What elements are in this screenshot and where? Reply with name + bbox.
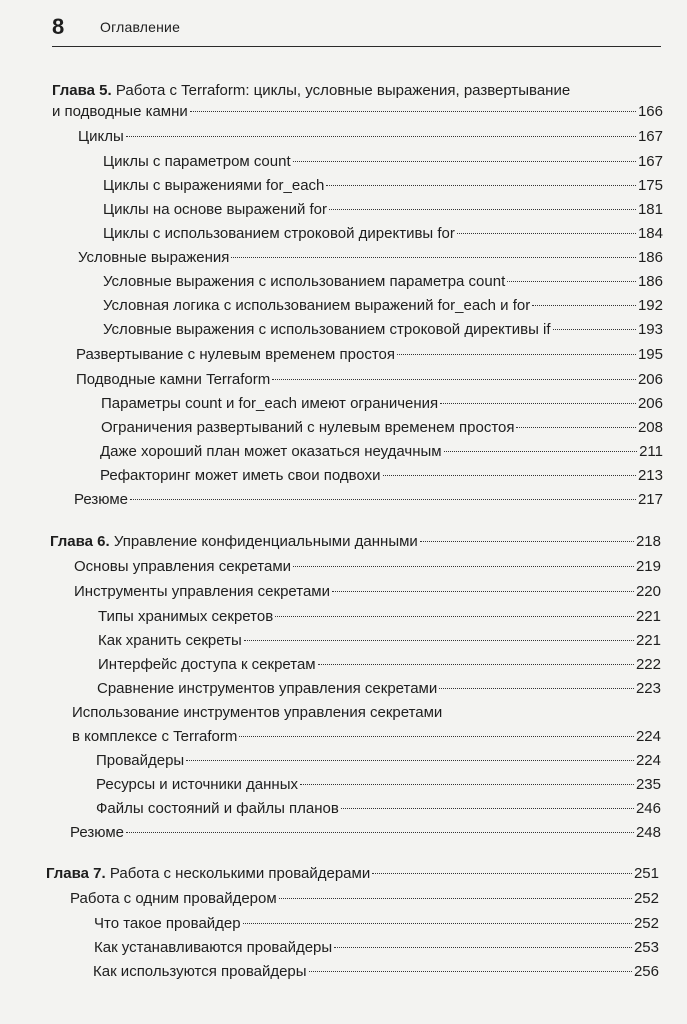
page-ref: 175 — [637, 177, 663, 194]
dot-leader — [293, 161, 636, 162]
page-ref: 223 — [635, 680, 661, 697]
entry-title: Циклы на основе выражений for — [103, 201, 328, 218]
page-header — [52, 10, 661, 50]
dot-leader — [383, 475, 636, 476]
dot-leader — [126, 136, 636, 137]
entry-title: Интерфейс доступа к секретам — [98, 656, 316, 673]
page-ref: 217 — [637, 491, 663, 508]
entry-title: Сравнение инструментов управления секретами — [97, 680, 438, 697]
toc-entry — [78, 246, 663, 270]
page-ref: 211 — [639, 443, 663, 460]
toc-subentry — [97, 677, 661, 701]
page-ref: 246 — [635, 800, 661, 817]
page-ref: 251 — [633, 865, 659, 882]
toc-subentry — [98, 605, 661, 629]
dot-leader — [272, 379, 636, 380]
toc-entry — [76, 368, 663, 392]
dot-leader — [126, 832, 634, 833]
chapter-title: Работа с несколькими провайдерами — [109, 865, 371, 882]
toc-entry — [70, 821, 661, 845]
entry-title: Подводные камни Terraform — [76, 371, 271, 388]
entry-title: Резюме — [70, 824, 124, 841]
toc-subentry — [100, 440, 663, 464]
toc-subentry — [103, 270, 663, 294]
page-ref: 221 — [635, 608, 661, 625]
dot-leader — [326, 185, 636, 186]
toc-entry — [72, 725, 661, 749]
page-ref: 218 — [635, 533, 661, 550]
dot-leader — [420, 541, 634, 542]
dot-leader — [532, 305, 636, 306]
entry-title: Условные выражения — [78, 249, 230, 266]
page-ref: 193 — [637, 321, 663, 338]
dot-leader — [239, 736, 634, 737]
page-ref: 167 — [637, 153, 663, 170]
header-rule — [52, 46, 661, 47]
dot-leader — [275, 616, 634, 617]
page-ref: 220 — [635, 583, 661, 600]
toc-subentry — [93, 960, 659, 984]
running-title: Оглавление — [100, 19, 181, 35]
entry-title: Резюме — [74, 491, 128, 508]
toc-chapter-line — [50, 530, 661, 554]
page-ref: 206 — [637, 395, 663, 412]
dot-leader — [186, 760, 634, 761]
dot-leader — [341, 808, 634, 809]
page-ref: 181 — [637, 201, 663, 218]
page-ref: 235 — [635, 776, 661, 793]
entry-title: Ресурсы и источники данных — [96, 776, 298, 793]
dot-leader — [444, 451, 637, 452]
entry-title: Как устанавливаются провайдеры — [94, 939, 333, 956]
entry-title: Провайдеры — [96, 752, 185, 769]
toc-entry — [78, 125, 663, 149]
toc-subentry — [103, 150, 663, 174]
page-ref: 222 — [635, 656, 661, 673]
toc-subentry — [103, 222, 663, 246]
chapter-heading — [50, 530, 418, 554]
entry-title: Циклы — [78, 128, 124, 145]
entry-title: Как хранить секреты — [98, 632, 242, 649]
dot-leader — [130, 499, 636, 500]
toc-entry — [76, 343, 663, 367]
chapter-title-continued: и подводные камни — [52, 103, 188, 120]
toc-chapter-line — [46, 862, 659, 886]
dot-leader — [300, 784, 634, 785]
entry-title: Работа с одним провайдером — [70, 890, 277, 907]
toc-chapter-line — [52, 100, 663, 124]
page-ref: 192 — [637, 297, 663, 314]
dot-leader — [244, 640, 634, 641]
entry-title: Условные выражения с использованием параметра count — [103, 273, 506, 290]
chapter-label: Глава 5. — [52, 82, 112, 99]
dot-leader — [457, 233, 636, 234]
toc-subentry — [96, 773, 661, 797]
toc-entry — [74, 488, 663, 512]
toc-subentry — [101, 416, 663, 440]
entry-title: Основы управления секретами — [74, 558, 292, 575]
dot-leader — [440, 403, 636, 404]
chapter-title: Работа с Terraform: циклы, условные выражения, развертывание — [115, 82, 571, 99]
page-ref: 224 — [635, 752, 661, 769]
dot-leader — [309, 971, 632, 972]
toc-subentry — [96, 749, 661, 773]
toc-subentry — [94, 936, 659, 960]
page-ref: 248 — [635, 824, 661, 841]
toc-subentry — [103, 198, 663, 222]
entry-title: Что такое провайдер — [94, 915, 241, 932]
page-number: 8 — [52, 14, 65, 39]
toc-subentry — [103, 294, 663, 318]
entry-title: Как используются провайдеры — [93, 963, 307, 980]
toc-entry — [74, 555, 661, 579]
entry-title: Развертывание с нулевым временем простоя — [76, 346, 396, 363]
toc-subentry — [103, 318, 663, 342]
toc-subentry — [96, 797, 661, 821]
entry-title: Рефакторинг может иметь свои подвохи — [100, 467, 381, 484]
dot-leader — [279, 898, 632, 899]
dot-leader — [190, 111, 636, 112]
entry-title: Циклы с параметром count — [103, 153, 291, 170]
dot-leader — [372, 873, 632, 874]
page-ref: 224 — [635, 728, 661, 745]
entry-title: Типы хранимых секретов — [98, 608, 274, 625]
dot-leader — [439, 688, 634, 689]
chapter-label: Глава 6. — [50, 533, 110, 550]
entry-title: Условная логика с использованием выражений for_each и for — [103, 297, 531, 314]
entry-title: Файлы состояний и файлы планов — [96, 800, 339, 817]
entry-title-continued: в комплексе с Terraform — [72, 728, 238, 745]
dot-leader — [516, 427, 635, 428]
page-ref: 213 — [637, 467, 663, 484]
dot-leader — [243, 923, 632, 924]
page-ref: 166 — [637, 103, 663, 120]
entry-title: Даже хороший план может оказаться неудачным — [100, 443, 442, 460]
page-ref: 206 — [637, 371, 663, 388]
toc-subentry — [98, 653, 661, 677]
dot-leader — [397, 354, 636, 355]
chapter-title: Управление конфиденциальными данными — [113, 533, 418, 550]
toc-entry — [74, 580, 661, 604]
entry-title: Циклы с выражениями for_each — [103, 177, 325, 194]
page-ref: 252 — [633, 915, 659, 932]
dot-leader — [334, 947, 632, 948]
toc-subentry — [101, 392, 663, 416]
page-ref: 219 — [635, 558, 661, 575]
entry-title: Ограничения развертываний с нулевым временем простоя — [101, 419, 515, 436]
page-ref: 253 — [633, 939, 659, 956]
toc-subentry — [103, 174, 663, 198]
entry-title: Циклы с использованием строковой директивы for — [103, 225, 455, 242]
dot-leader — [507, 281, 636, 282]
page-ref: 167 — [637, 128, 663, 145]
toc-subentry — [94, 912, 659, 936]
entry-title: Параметры count и for_each имеют ограничения — [101, 395, 439, 412]
dot-leader — [293, 566, 634, 567]
dot-leader — [329, 209, 636, 210]
page-ref: 252 — [633, 890, 659, 907]
page-ref: 195 — [637, 346, 663, 363]
toc-entry-first-line — [72, 701, 442, 725]
page-ref: 256 — [633, 963, 659, 980]
toc-subentry — [100, 464, 663, 488]
dot-leader — [332, 591, 634, 592]
page-ref: 208 — [637, 419, 663, 436]
page-ref: 186 — [637, 273, 663, 290]
entry-title: Инструменты управления секретами — [74, 583, 331, 600]
dot-leader — [231, 257, 636, 258]
chapter-heading — [46, 862, 370, 886]
entry-title: Использование инструментов управления секретами — [72, 704, 443, 721]
entry-title: Условные выражения с использованием строковой директивы if — [103, 321, 551, 338]
page-ref: 221 — [635, 632, 661, 649]
dot-leader — [553, 329, 636, 330]
page-ref: 184 — [637, 225, 663, 242]
page-ref: 186 — [637, 249, 663, 266]
chapter-label: Глава 7. — [46, 865, 106, 882]
toc-entry — [70, 887, 659, 911]
toc-subentry — [98, 629, 661, 653]
dot-leader — [318, 664, 634, 665]
